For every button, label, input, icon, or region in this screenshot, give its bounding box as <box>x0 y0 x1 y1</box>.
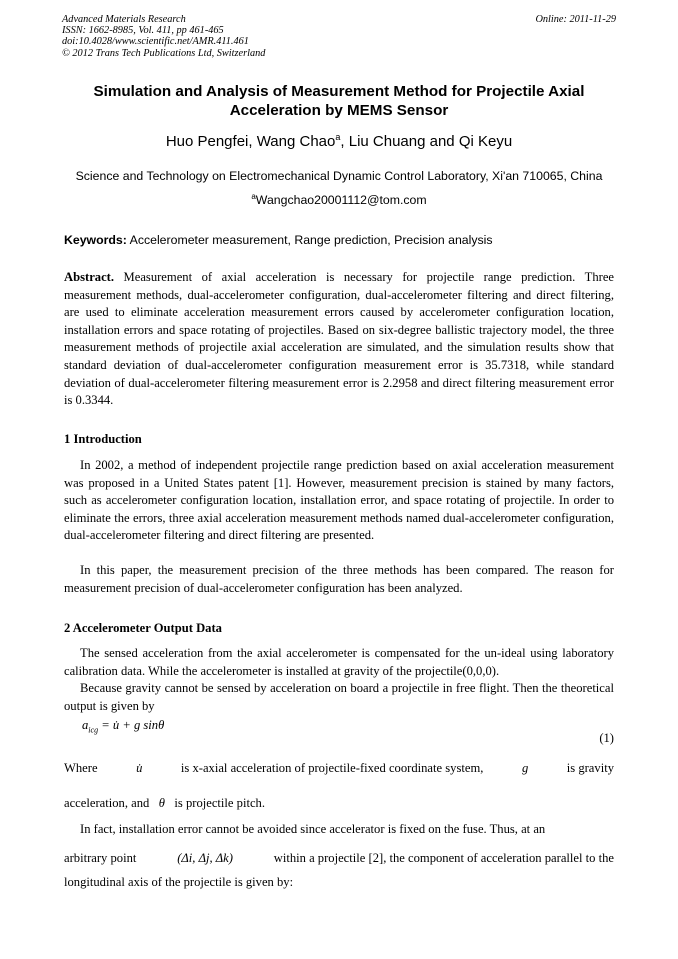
author-affil-mark: a <box>335 132 341 142</box>
authors <box>62 132 616 150</box>
section-1-paragraph-1: In 2002, a method of independent projectile range prediction based on axial acceleration measurement was proposed in a United States patent [1]. However, measurement precision is stained by many factors, such as accelerometer configuration location, installation error, and space rotating of projectile. In order to eliminate the errors, three axial acceleration measurement methods named dual-accelerometer configuration, dual-accelerometer filtering and direct filtering are presented. <box>64 458 614 543</box>
email-line <box>62 192 616 207</box>
var-theta: θ <box>158 796 165 810</box>
abstract-label: Abstract. <box>64 270 115 284</box>
keywords <box>64 233 616 247</box>
section-2-paragraph-3a: In fact, installation error cannot be avoided since accelerator is fixed on the fuse. Thus, at an <box>80 822 546 836</box>
section-2-paragraph-2: Because gravity cannot be sensed by acceleration on board a projectile in free flight. Then the theoretical output is given by <box>64 681 614 713</box>
section-2-heading: 2 Accelerometer Output Data <box>64 621 222 635</box>
where-word: Where <box>64 761 98 775</box>
point-coordinates: (Δi, Δj, Δk) <box>177 851 233 865</box>
journal-info <box>62 14 616 59</box>
online-date: Online: 2011-11-29 <box>535 14 616 25</box>
copyright: © 2012 Trans Tech Publications Ltd, Switzerland <box>62 47 266 59</box>
abstract <box>64 269 614 410</box>
doi: doi:10.4028/www.scientific.net/AMR.411.461 <box>62 36 249 48</box>
equation-formula <box>82 718 164 735</box>
where-text-4: is projectile pitch. <box>174 796 265 810</box>
section-1-heading: 1 Introduction <box>64 432 142 446</box>
equation-number: (1) <box>599 731 614 745</box>
section-2-paragraph-3b <box>64 850 614 868</box>
equation-rhs: = u̇ + g sinθ <box>98 718 165 732</box>
affiliation: Science and Technology on Electromechanical Dynamic Control Laboratory, Xi'an 710065, China <box>75 169 603 183</box>
p3b-pre: arbitrary point <box>64 851 137 865</box>
abstract-text: Measurement of axial acceleration is necessary for projectile range prediction. Three measurement methods, dual-accelerometer configuration, dual-accelerometer filtering and direct filtering, are used to eliminate acceleration measurement errors caused by accelerometer configuration location, installation errors and space rotating of projectiles. Based on six-degree ballistic trajectory model, the three measurement methods of projectile axial acceleration are simulated, and the simulation results show that standard deviation of dual-accelerometer configuration measurement error is 35.7318, while standard deviation of dual-accelerometer filtering measurement error is 2.2958 and direct filtering measurement error is 0.3344. <box>64 270 614 408</box>
equation-lhs: a <box>82 718 89 732</box>
journal-name: Advanced Materials Research <box>62 14 186 25</box>
section-1-paragraph-2: In this paper, the measurement precision of the three methods has been compared. The reason for measurement precision of dual-accelerometer configuration has been analyzed. <box>64 563 614 595</box>
paper-title: Simulation and Analysis of Measurement Method for Projectile Axial Acceleration by MEMS Sensor <box>93 83 585 119</box>
where-text-2: is gravity <box>566 761 614 775</box>
equation-lhs-sub: icg <box>88 725 99 735</box>
email-mark: a <box>251 192 256 201</box>
section-2-paragraph-1: The sensed acceleration from the axial accelerometer is compensated for the un-ideal using laboratory calibration data. While the accelerometer is installed at gravity of the projectile(0,0,0). <box>64 646 614 678</box>
var-g: g <box>521 761 529 775</box>
authors-rest: , Liu Chuang and Qi Keyu <box>340 133 513 150</box>
where-line-2 <box>64 795 614 813</box>
section-2-paragraph-3c: longitudinal axis of the projectile is given by: <box>64 875 294 889</box>
where-line <box>64 760 614 778</box>
where-text-3: acceleration, and <box>64 796 150 810</box>
equation-1 <box>64 718 614 748</box>
var-u-dot: u̇ <box>136 761 143 775</box>
issn: ISSN: 1662-8985, Vol. 411, pp 461-465 <box>62 25 224 37</box>
keywords-label: Keywords: <box>64 233 127 247</box>
where-text-1: is x-axial acceleration of projectile-fixed coordinate system, <box>180 761 484 775</box>
p3b-post: within a projectile [2], the component of acceleration parallel to the <box>273 851 614 865</box>
email-address: Wangchao20001112@tom.com <box>255 193 427 208</box>
keywords-text: Accelerometer measurement, Range prediction, Precision analysis <box>126 233 493 247</box>
running-header <box>62 14 616 59</box>
authors-first: Huo Pengfei, Wang Chao <box>165 133 336 150</box>
